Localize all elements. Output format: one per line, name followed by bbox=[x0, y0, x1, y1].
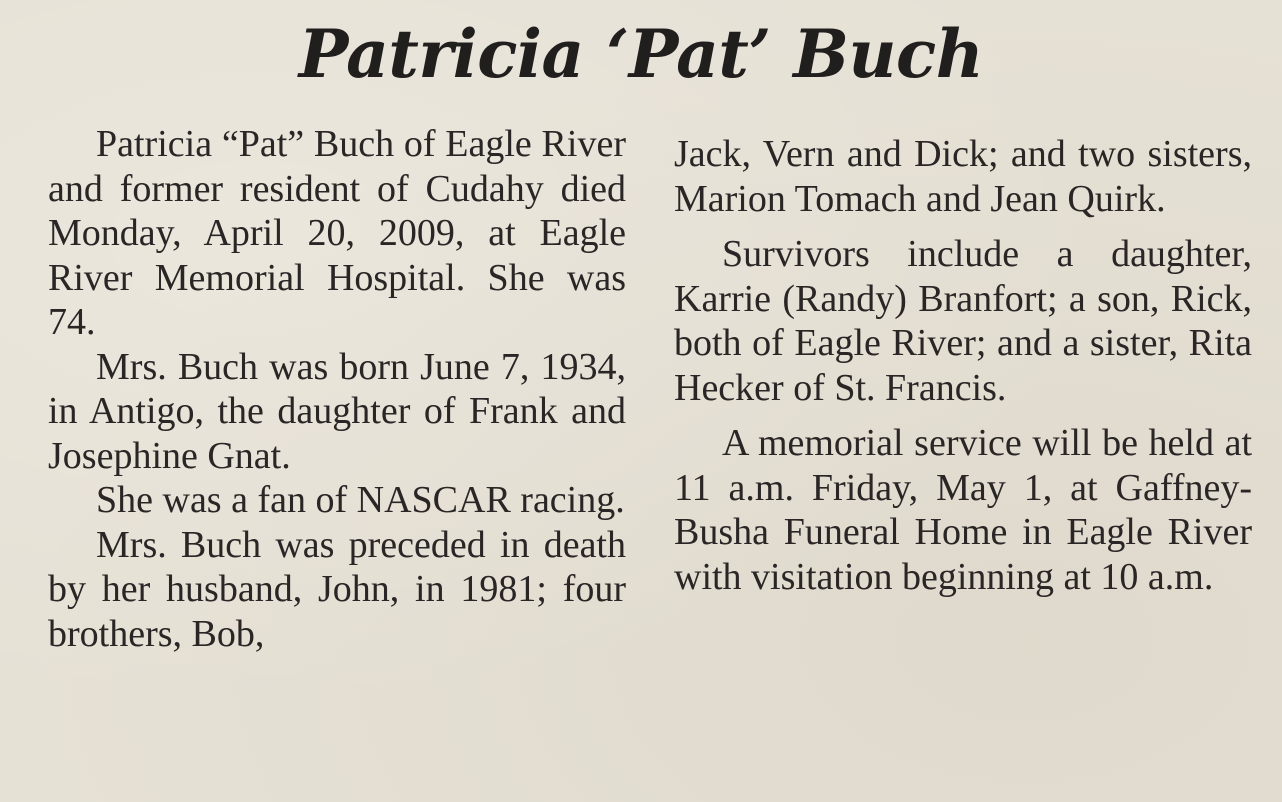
paragraph-death-notice: Patricia “Pat” Buch of Eagle River and former resident of Cudahy died Monday, April 20, 2009, at Eagle River Memorial Hospital. She was 74. bbox=[48, 123, 626, 343]
paragraph-birth: Mrs. Buch was born June 7, 1934, in Antigo, the daughter of Frank and Josephine Gnat. bbox=[48, 345, 626, 477]
paragraph-preceded-in-death: Mrs. Buch was preceded in death by her husband, John, in 1981; four brothers, Bob, bbox=[48, 523, 626, 655]
paragraph-survivors: Survivors include a daughter, Karrie (Randy) Branfort; a son, Rick, both of Eagle River; and a sister, Rita Hecker of St. Francis. bbox=[674, 233, 1252, 409]
obituary-title: Patricia ‘Pat’ Buch bbox=[298, 15, 984, 93]
paragraph-interests: She was a fan of NASCAR racing. bbox=[96, 479, 625, 521]
left-column bbox=[48, 122, 626, 656]
right-column bbox=[674, 132, 1252, 599]
paragraph-preceded-continued: Jack, Vern and Dick; and two sisters, Marion Tomach and Jean Quirk. bbox=[674, 133, 1252, 220]
paragraph-memorial-service: A memorial service will be held at 11 a.m. Friday, May 1, at Gaffney-Busha Funeral Home in Eagle River with visitation beginning at 10 a.m. bbox=[674, 422, 1252, 598]
